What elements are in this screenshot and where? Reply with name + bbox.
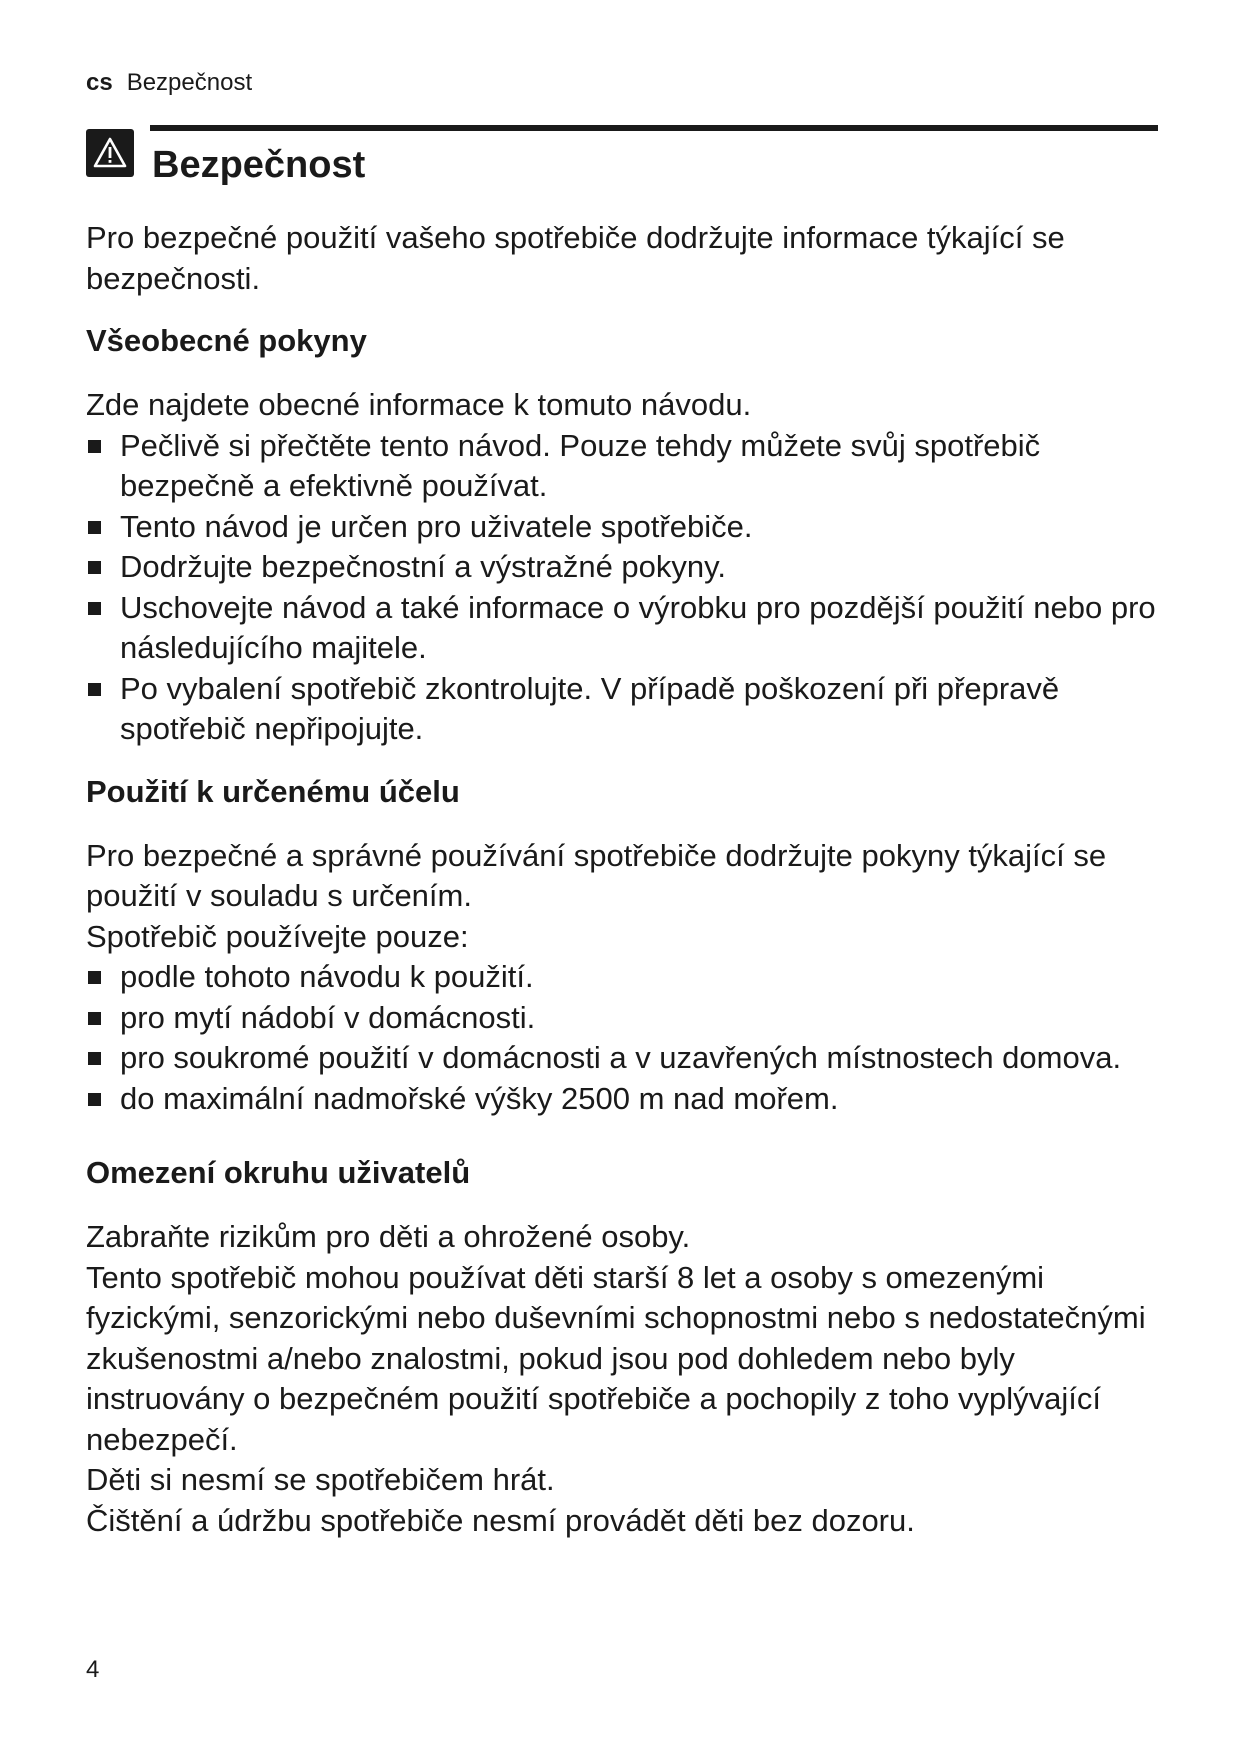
warning-triangle-icon xyxy=(86,129,134,177)
list-item: Dodržujte bezpečnostní a výstražné pokyny. xyxy=(86,547,1158,588)
square-bullet-icon xyxy=(88,683,101,696)
section-title-block xyxy=(86,125,1158,185)
heading-intended-use: Použití k určenému účelu xyxy=(86,773,460,809)
restrictions-paragraph: Zabraňte rizikům pro děti a ohrožené osoby. xyxy=(86,1219,691,1254)
running-header-section: Bezpečnost xyxy=(126,69,253,96)
general-bullet-list xyxy=(86,426,1158,750)
intended-use-lead-2: Spotřebič používejte pouze: xyxy=(86,918,469,954)
square-bullet-icon xyxy=(88,561,101,574)
list-item: Po vybalení spotřebič zkontrolujte. V případě poškození při přepravě spotřebič nepřipojujte. xyxy=(86,669,1158,750)
heading-general-instructions: Všeobecné pokyny xyxy=(86,323,367,358)
square-bullet-icon xyxy=(88,1093,101,1106)
page-title: Bezpečnost xyxy=(152,144,366,186)
intended-use-lead: Pro bezpečné a správné používání spotřebiče dodržujte pokyny týkající se použití v souladu s určením. xyxy=(86,837,1107,913)
restrictions-paragraph: Čištění a údržbu spotřebiče nesmí provádět děti bez dozoru. xyxy=(86,1502,915,1538)
square-bullet-icon xyxy=(88,1052,101,1065)
page-number: 4 xyxy=(86,1656,100,1683)
running-header xyxy=(86,68,252,98)
square-bullet-icon xyxy=(88,521,101,534)
list-item: pro mytí nádobí v domácnosti. xyxy=(86,998,1158,1039)
list-item: Uschovejte návod a také informace o výrobku pro pozdější použití nebo pro následujícího majitele. xyxy=(86,588,1158,669)
intro-paragraph: Pro bezpečné použití vašeho spotřebiče dodržujte informace týkající se bezpečnosti. xyxy=(86,220,1065,296)
square-bullet-icon xyxy=(88,602,101,615)
restrictions-paragraph: Tento spotřebič mohou používat děti starší 8 let a osoby s omezenými fyzickými, senzorickými nebo duševními schopnostmi nebo s nedostatečnými zkušenostmi a/nebo znalostmi, pokud jsou pod dohledem nebo byly instruovány o bezpečném použití spotřebiče a pochopily z toho vyplývající nebezpečí. xyxy=(86,1259,1146,1457)
square-bullet-icon xyxy=(88,1012,101,1025)
title-rule xyxy=(150,125,1158,131)
square-bullet-icon xyxy=(88,971,101,984)
heading-user-restrictions: Omezení okruhu uživatelů xyxy=(86,1155,471,1190)
restrictions-paragraph: Děti si nesmí se spotřebičem hrát. xyxy=(86,1462,555,1497)
list-item: pro soukromé použití v domácnosti a v uzavřených místnostech domova. xyxy=(86,1038,1158,1079)
list-item: Tento návod je určen pro uživatele spotřebiče. xyxy=(86,507,1158,548)
list-item: Pečlivě si přečtěte tento návod. Pouze tehdy můžete svůj spotřebič bezpečně a efektivně používat. xyxy=(86,426,1158,507)
content xyxy=(86,218,1158,1541)
list-item: podle tohoto návodu k použití. xyxy=(86,957,1158,998)
list-item: do maximální nadmořské výšky 2500 m nad mořem. xyxy=(86,1079,1158,1120)
intended-use-bullet-list xyxy=(86,957,1158,1119)
general-lead: Zde najdete obecné informace k tomuto návodu. xyxy=(86,387,752,422)
square-bullet-icon xyxy=(88,440,101,453)
language-code: cs xyxy=(86,69,113,96)
